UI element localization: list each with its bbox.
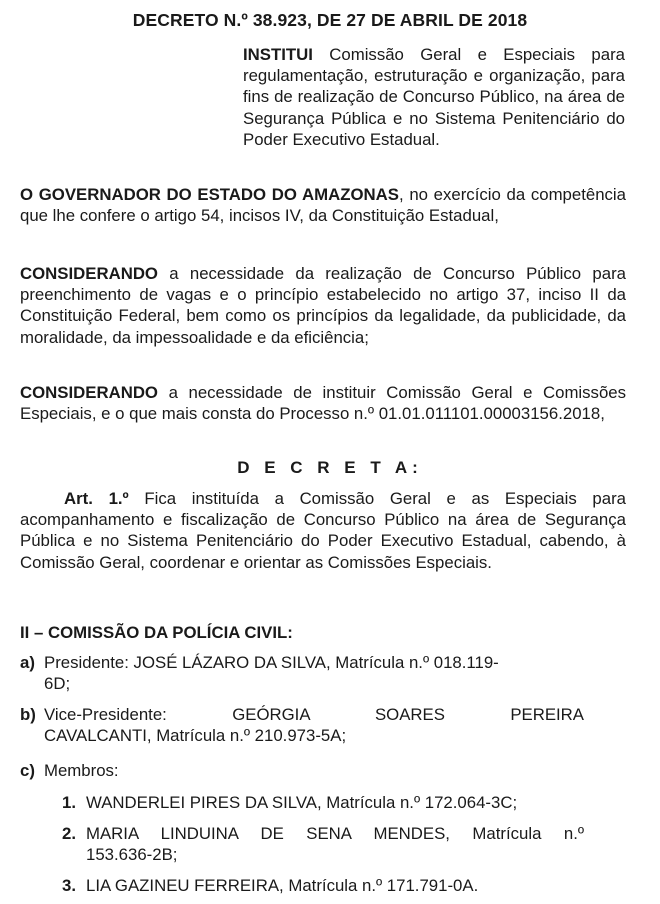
item-c xyxy=(20,760,586,781)
considerando-paragraph-1 xyxy=(20,263,626,348)
item-a-label: a) xyxy=(20,653,35,672)
section-title: II – COMISSÃO DA POLÍCIA CIVIL: xyxy=(20,623,293,642)
preamble-bold: O GOVERNADOR DO ESTADO DO AMAZONAS xyxy=(20,185,399,204)
considerando-1-text: a necessidade da realização de Concurso Público para preenchimento de vagas e o princípio estabelecido no artigo 37, inciso II da Constituição Federal, bem como os princípios da legalidade, da publicidade, da moralidade, da impessoalidade e da eficiência; xyxy=(20,264,626,347)
article-1 xyxy=(20,488,626,573)
preamble-paragraph xyxy=(20,184,626,226)
considerando-1-bold: CONSIDERANDO xyxy=(20,264,158,283)
member-1-text: WANDERLEI PIRES DA SILVA, Matrícula n.º 172.064-3C; xyxy=(86,793,518,812)
considerando-2-text: a necessidade de instituir Comissão Geral e Comissões Especiais, e o que mais consta do Processo n.º 01.01.011101.00003156.2018, xyxy=(20,383,626,424)
considerando-2-bold: CONSIDERANDO xyxy=(20,383,158,402)
item-b-line1: Vice-Presidente: GEÓRGIA SOARES PEREIRA xyxy=(44,705,584,724)
item-c-label: c) xyxy=(20,761,35,780)
article-1-label: Art. 1.º xyxy=(64,489,129,508)
item-a xyxy=(20,652,586,673)
decree-title: DECRETO N.º 38.923, DE 27 DE ABRIL DE 2018 xyxy=(132,10,528,30)
summary-text: Comissão Geral e Especiais para regulamentação, estruturação e organização, para fins de realização de Concurso Público, na área de Segurança Pública e no Sistema Penitenciário do Poder Executivo Estadual. xyxy=(243,45,625,149)
member-2-cont: 153.636-2B; xyxy=(86,845,178,864)
item-b xyxy=(20,704,586,725)
item-a-line1: Presidente: JOSÉ LÁZARO DA SILVA, Matrícula n.º 018.119- xyxy=(44,653,499,672)
decree-summary xyxy=(243,44,625,150)
summary-verb: INSTITUI xyxy=(243,45,313,64)
decreta-heading: D E C R E T A: xyxy=(237,458,423,477)
article-1-text: Fica instituída a Comissão Geral e as Especiais para acompanhamento e fiscalização de Concurso Público na área de Segurança Pública e no Sistema Penitenciário do Poder Executivo Estadual, cabendo, à Comissão Geral, coordenar e orientar as Comissões Especiais. xyxy=(20,489,626,572)
member-3-text: LIA GAZINEU FERREIRA, Matrícula n.º 171.791-0A. xyxy=(86,876,479,895)
item-c-text: Membros: xyxy=(44,761,119,780)
member-1 xyxy=(62,792,586,813)
member-3 xyxy=(62,875,586,896)
member-3-num: 3. xyxy=(62,876,76,895)
considerando-paragraph-2 xyxy=(20,382,626,424)
item-b-label: b) xyxy=(20,705,36,724)
preamble-text: , no exercício da competência que lhe confere o artigo 54, incisos IV, da Constituição Estadual, xyxy=(20,185,626,226)
item-a-cont: 6D; xyxy=(44,674,71,693)
item-b-cont: CAVALCANTI, Matrícula n.º 210.973-5A; xyxy=(44,726,347,745)
member-2-num: 2. xyxy=(62,824,76,843)
member-2 xyxy=(62,823,586,844)
member-1-num: 1. xyxy=(62,793,76,812)
member-2-line1: MARIA LINDUINA DE SENA MENDES, Matrícula n.º xyxy=(86,824,584,843)
